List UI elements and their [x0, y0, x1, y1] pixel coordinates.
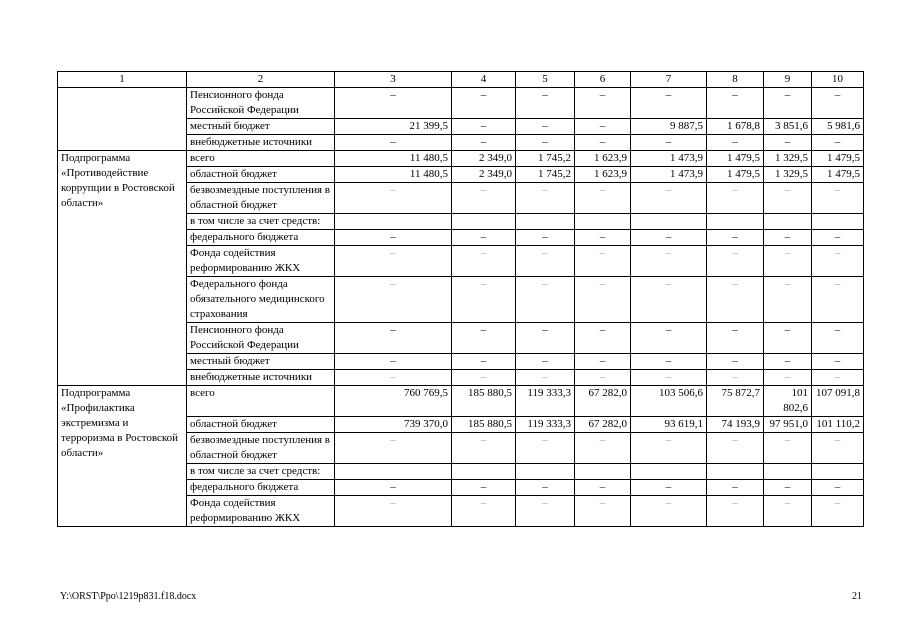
value-cell: 101 802,6 — [764, 386, 812, 417]
value-cell: – — [452, 480, 516, 496]
header-row — [58, 72, 864, 88]
value-cell: – — [575, 246, 631, 277]
value-cell — [516, 464, 575, 480]
header-cell: 2 — [187, 72, 335, 88]
value-cell: – — [764, 277, 812, 323]
value-cell: – — [707, 323, 764, 354]
funding-source-cell: Пенсионного фонда Российской Федерации — [187, 323, 335, 354]
value-cell: – — [335, 277, 452, 323]
value-cell: 67 282,0 — [575, 386, 631, 417]
value-cell: – — [516, 496, 575, 527]
header-cell: 7 — [631, 72, 707, 88]
value-cell: – — [516, 183, 575, 214]
value-cell: – — [812, 480, 864, 496]
funding-source-cell: всего — [187, 151, 335, 167]
funding-source-cell: безвозмездные поступления в областной бюджет — [187, 433, 335, 464]
value-cell: 1 479,5 — [707, 167, 764, 183]
value-cell: – — [335, 370, 452, 386]
header-cell: 1 — [58, 72, 187, 88]
value-cell — [812, 464, 864, 480]
value-cell: – — [764, 323, 812, 354]
funding-source-cell: Пенсионного фонда Российской Федерации — [187, 88, 335, 119]
value-cell: – — [452, 230, 516, 246]
value-cell: – — [707, 370, 764, 386]
value-cell: – — [516, 370, 575, 386]
value-cell: – — [631, 354, 707, 370]
table-row — [58, 88, 864, 119]
header-cell: 6 — [575, 72, 631, 88]
value-cell: – — [516, 88, 575, 119]
table-row — [58, 151, 864, 167]
funding-source-cell: в том числе за счет средств: — [187, 464, 335, 480]
value-cell — [631, 464, 707, 480]
value-cell: 5 981,6 — [812, 119, 864, 135]
value-cell — [764, 464, 812, 480]
value-cell: – — [812, 246, 864, 277]
value-cell: 1 678,8 — [707, 119, 764, 135]
value-cell: – — [631, 277, 707, 323]
value-cell: – — [335, 135, 452, 151]
value-cell — [707, 214, 764, 230]
footer-file-path: Y:\ORST\Ppo\1219p831.f18.docx — [60, 591, 197, 602]
value-cell — [812, 214, 864, 230]
value-cell: – — [452, 277, 516, 323]
value-cell: – — [335, 88, 452, 119]
table-body — [58, 72, 864, 527]
subprogram-name-cell: Подпрограмма «Профилактика экстремизма и терроризма в Ростовской области» — [58, 386, 187, 527]
value-cell: – — [575, 480, 631, 496]
value-cell — [516, 214, 575, 230]
value-cell: 107 091,8 — [812, 386, 864, 417]
value-cell: – — [707, 246, 764, 277]
value-cell: – — [516, 246, 575, 277]
value-cell: – — [516, 354, 575, 370]
value-cell: – — [631, 88, 707, 119]
value-cell: – — [575, 354, 631, 370]
value-cell: – — [452, 323, 516, 354]
value-cell — [452, 214, 516, 230]
funding-source-cell: внебюджетные источники — [187, 370, 335, 386]
funding-source-cell: Федерального фонда обязательного медицинского страхования — [187, 277, 335, 323]
value-cell: 1 473,9 — [631, 167, 707, 183]
value-cell: – — [335, 433, 452, 464]
value-cell: – — [335, 496, 452, 527]
value-cell: 1 479,5 — [812, 151, 864, 167]
funding-source-cell: федерального бюджета — [187, 480, 335, 496]
value-cell — [707, 464, 764, 480]
value-cell: – — [764, 354, 812, 370]
value-cell: 1 479,5 — [707, 151, 764, 167]
header-cell: 5 — [516, 72, 575, 88]
table-row — [58, 386, 864, 417]
value-cell: 185 880,5 — [452, 417, 516, 433]
value-cell: – — [631, 323, 707, 354]
value-cell: – — [575, 323, 631, 354]
value-cell: 93 619,1 — [631, 417, 707, 433]
value-cell: 74 193,9 — [707, 417, 764, 433]
value-cell: – — [575, 119, 631, 135]
value-cell: – — [452, 119, 516, 135]
value-cell: 1 623,9 — [575, 167, 631, 183]
value-cell: – — [707, 135, 764, 151]
value-cell: – — [764, 230, 812, 246]
value-cell: 1 745,2 — [516, 151, 575, 167]
value-cell: – — [707, 183, 764, 214]
value-cell: 1 329,5 — [764, 151, 812, 167]
value-cell: 1 479,5 — [812, 167, 864, 183]
value-cell: – — [812, 496, 864, 527]
value-cell: – — [707, 433, 764, 464]
value-cell: 739 370,0 — [335, 417, 452, 433]
value-cell: – — [452, 246, 516, 277]
value-cell: – — [812, 370, 864, 386]
value-cell: – — [707, 480, 764, 496]
value-cell: – — [452, 135, 516, 151]
value-cell: – — [452, 496, 516, 527]
value-cell: 119 333,3 — [516, 417, 575, 433]
value-cell: – — [707, 230, 764, 246]
value-cell: – — [631, 496, 707, 527]
value-cell: – — [516, 135, 575, 151]
value-cell: – — [575, 135, 631, 151]
value-cell: – — [575, 496, 631, 527]
value-cell: – — [335, 323, 452, 354]
value-cell: 97 951,0 — [764, 417, 812, 433]
value-cell: 1 745,2 — [516, 167, 575, 183]
value-cell: – — [516, 323, 575, 354]
value-cell: – — [764, 246, 812, 277]
value-cell: – — [631, 246, 707, 277]
value-cell: – — [707, 354, 764, 370]
value-cell: – — [812, 230, 864, 246]
value-cell: 67 282,0 — [575, 417, 631, 433]
header-cell: 10 — [812, 72, 864, 88]
value-cell: – — [516, 433, 575, 464]
header-cell: 8 — [707, 72, 764, 88]
value-cell: – — [631, 183, 707, 214]
value-cell: 185 880,5 — [452, 386, 516, 417]
value-cell — [575, 214, 631, 230]
funding-source-cell: местный бюджет — [187, 354, 335, 370]
value-cell: – — [575, 230, 631, 246]
value-cell: – — [631, 480, 707, 496]
value-cell: – — [335, 354, 452, 370]
value-cell: 760 769,5 — [335, 386, 452, 417]
value-cell: – — [452, 433, 516, 464]
funding-source-cell: федерального бюджета — [187, 230, 335, 246]
funding-source-cell: областной бюджет — [187, 167, 335, 183]
header-cell: 4 — [452, 72, 516, 88]
funding-source-cell: внебюджетные источники — [187, 135, 335, 151]
value-cell: 103 506,6 — [631, 386, 707, 417]
value-cell: – — [452, 354, 516, 370]
value-cell: 11 480,5 — [335, 167, 452, 183]
value-cell: 11 480,5 — [335, 151, 452, 167]
value-cell: 75 872,7 — [707, 386, 764, 417]
value-cell: – — [812, 277, 864, 323]
value-cell: – — [575, 277, 631, 323]
value-cell: – — [764, 433, 812, 464]
value-cell: 1 473,9 — [631, 151, 707, 167]
subprogram-name-cell — [58, 88, 187, 151]
value-cell: – — [631, 433, 707, 464]
value-cell: – — [764, 183, 812, 214]
value-cell: – — [516, 277, 575, 323]
value-cell: – — [707, 88, 764, 119]
value-cell: – — [812, 135, 864, 151]
value-cell: – — [812, 88, 864, 119]
value-cell: – — [335, 230, 452, 246]
value-cell: 2 349,0 — [452, 167, 516, 183]
value-cell: – — [812, 183, 864, 214]
value-cell — [764, 214, 812, 230]
value-cell — [335, 464, 452, 480]
funding-source-cell: безвозмездные поступления в областной бюджет — [187, 183, 335, 214]
value-cell: 21 399,5 — [335, 119, 452, 135]
value-cell: – — [812, 433, 864, 464]
value-cell: 3 851,6 — [764, 119, 812, 135]
value-cell: – — [764, 370, 812, 386]
value-cell: – — [335, 183, 452, 214]
subprogram-name-cell: Подпрограмма «Противодействие коррупции в Ростовской области» — [58, 151, 187, 386]
value-cell: – — [575, 433, 631, 464]
funding-source-cell: в том числе за счет средств: — [187, 214, 335, 230]
value-cell: – — [452, 370, 516, 386]
value-cell: – — [631, 370, 707, 386]
value-cell — [335, 214, 452, 230]
value-cell — [631, 214, 707, 230]
value-cell: – — [335, 480, 452, 496]
value-cell — [575, 464, 631, 480]
budget-table — [57, 71, 864, 527]
value-cell: 1 329,5 — [764, 167, 812, 183]
value-cell: – — [764, 88, 812, 119]
value-cell: – — [631, 135, 707, 151]
value-cell: – — [516, 230, 575, 246]
value-cell: 1 623,9 — [575, 151, 631, 167]
value-cell: – — [516, 119, 575, 135]
funding-source-cell: Фонда содействия реформированию ЖКХ — [187, 496, 335, 527]
value-cell: 2 349,0 — [452, 151, 516, 167]
value-cell: – — [764, 480, 812, 496]
value-cell: 119 333,3 — [516, 386, 575, 417]
funding-source-cell: областной бюджет — [187, 417, 335, 433]
funding-source-cell: местный бюджет — [187, 119, 335, 135]
value-cell — [452, 464, 516, 480]
value-cell: – — [452, 183, 516, 214]
funding-source-cell: всего — [187, 386, 335, 417]
value-cell: 9 887,5 — [631, 119, 707, 135]
page-number: 21 — [852, 591, 862, 602]
header-cell: 9 — [764, 72, 812, 88]
value-cell: – — [516, 480, 575, 496]
value-cell: – — [707, 496, 764, 527]
value-cell: – — [812, 323, 864, 354]
value-cell: – — [631, 230, 707, 246]
value-cell: – — [575, 88, 631, 119]
funding-source-cell: Фонда содействия реформированию ЖКХ — [187, 246, 335, 277]
value-cell: – — [335, 246, 452, 277]
header-cell: 3 — [335, 72, 452, 88]
value-cell: – — [812, 354, 864, 370]
value-cell: – — [707, 277, 764, 323]
value-cell: – — [575, 183, 631, 214]
value-cell: 101 110,2 — [812, 417, 864, 433]
value-cell: – — [452, 88, 516, 119]
value-cell: – — [764, 496, 812, 527]
value-cell: – — [764, 135, 812, 151]
value-cell: – — [575, 370, 631, 386]
